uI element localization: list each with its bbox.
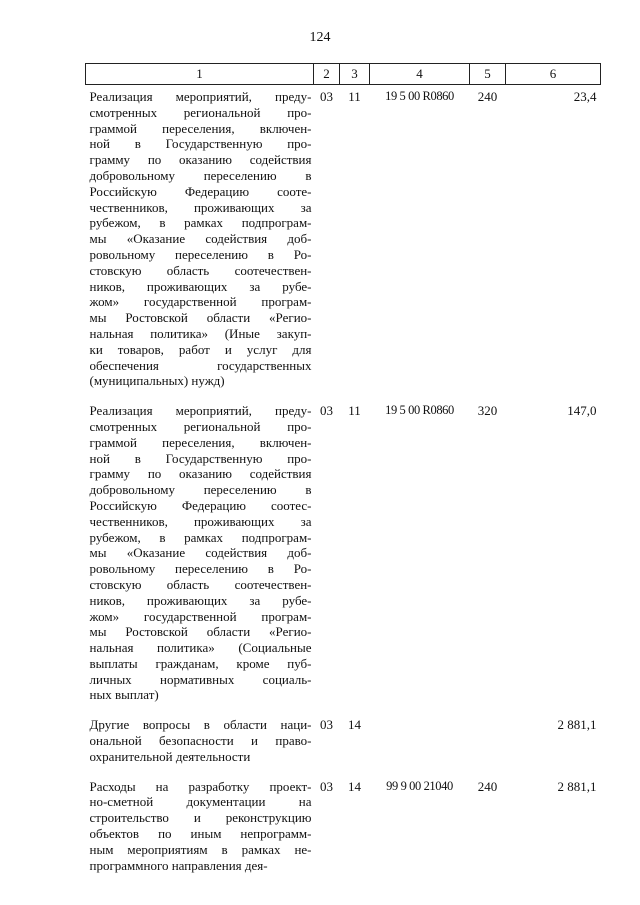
item-name-line: грамму по оказанию содействия xyxy=(89,152,312,168)
item-name-line: мы Ростовской области «Регио- xyxy=(89,310,312,326)
item-name-line: (муниципальных) нужд) xyxy=(89,373,225,389)
page-number: 124 xyxy=(309,30,331,45)
item-name-line: граммой переселения, включен- xyxy=(89,434,312,450)
amount-value: 2 881,1 xyxy=(557,778,597,794)
item-name-line: мы «Оказание содействия доб- xyxy=(89,545,312,561)
item-name-line: жом» государственной програм- xyxy=(89,608,312,624)
target-article-code xyxy=(370,713,470,774)
amount-value: 2 881,1 xyxy=(557,717,597,733)
item-name-line: рубежом, в рамках подпрограм- xyxy=(89,215,312,231)
subsection-code: 14 xyxy=(348,717,361,733)
expense-type-code: 320 xyxy=(477,403,498,419)
item-name-line: Российскую Федерацию соотес- xyxy=(89,497,312,513)
item-name-line: но-сметной документации на xyxy=(89,794,312,810)
expense-item-name xyxy=(86,713,314,774)
target-article-code: 99 9 00 21040 xyxy=(386,778,453,793)
item-name-line: стовскую область соотечествен- xyxy=(89,262,312,278)
item-name-line: ровольному переселению в Ро- xyxy=(89,246,312,262)
subsection-code: 11 xyxy=(348,403,361,419)
item-name-line: добровольному переселению в xyxy=(89,482,312,498)
item-name-line: личных нормативных социаль- xyxy=(89,671,312,687)
column-header: 6 xyxy=(506,64,601,85)
item-name-line: добровольному переселению в xyxy=(89,167,312,183)
item-name-line: ников, проживающих за рубе- xyxy=(89,592,312,608)
column-header: 4 xyxy=(370,64,470,85)
item-name-line: граммой переселения, включен- xyxy=(89,120,312,136)
item-name-line: мы Ростовской области «Регио- xyxy=(89,624,312,640)
table-header-row xyxy=(86,64,601,85)
expense-item-name xyxy=(86,85,314,400)
column-header: 3 xyxy=(340,64,370,85)
item-name-line: мы «Оказание содействия доб- xyxy=(89,231,312,247)
item-name-line: ным мероприятиям в рамках не- xyxy=(89,841,312,857)
subsection-code: 14 xyxy=(348,778,361,794)
table-row xyxy=(86,85,601,400)
expense-item-name xyxy=(86,775,314,884)
item-name-line: обеспечения государственных xyxy=(89,357,312,373)
item-name-line: Реализация мероприятий, преду- xyxy=(89,403,312,419)
expense-type-code: 240 xyxy=(477,778,498,794)
expense-item-name xyxy=(86,399,314,713)
item-name-line: ной в Государственную про- xyxy=(89,136,312,152)
item-name-line: чественников, проживающих за xyxy=(89,513,312,529)
item-name-line: Реализация мероприятий, преду- xyxy=(89,89,312,104)
item-name-line: смотренных региональной про- xyxy=(89,104,312,120)
item-name-line: ников, проживающих за рубе- xyxy=(89,278,312,294)
item-name-line: жом» государственной програм- xyxy=(89,294,312,310)
section-code: 03 xyxy=(320,717,333,733)
item-name-line: строительство и реконструкцию xyxy=(89,810,312,826)
budget-table xyxy=(85,63,601,883)
item-name-line: программного направления дея- xyxy=(89,857,268,873)
item-name-line: нальная политика» (Социальные xyxy=(89,640,312,656)
section-code: 03 xyxy=(320,89,333,104)
target-article-code: 19 5 00 R0860 xyxy=(385,89,454,103)
table-row xyxy=(86,399,601,713)
column-header: 1 xyxy=(86,64,314,85)
item-name-line: охранительной деятельности xyxy=(89,748,251,764)
amount-value: 23,4 xyxy=(573,89,597,104)
subsection-code: 11 xyxy=(348,89,361,104)
item-name-line: Другие вопросы в области наци- xyxy=(89,717,312,733)
expense-type-code xyxy=(470,713,506,774)
table-row xyxy=(86,775,601,884)
section-code: 03 xyxy=(320,403,333,419)
amount-value: 147,0 xyxy=(567,403,597,419)
table-row xyxy=(86,713,601,774)
item-name-line: нальная политика» (Иные закуп- xyxy=(89,325,312,341)
item-name-line: рубежом, в рамках подпрограм- xyxy=(89,529,312,545)
item-name-line: ных выплат) xyxy=(89,687,159,703)
item-name-line: стовскую область соотечествен- xyxy=(89,576,312,592)
expense-type-code: 240 xyxy=(477,89,498,104)
item-name-line: Расходы на разработку проект- xyxy=(89,778,312,794)
item-name-line: ровольному переселению в Ро- xyxy=(89,561,312,577)
item-name-line: ки товаров, работ и услуг для xyxy=(89,341,312,357)
column-header: 2 xyxy=(314,64,340,85)
item-name-line: Российскую Федерацию сооте- xyxy=(89,183,312,199)
item-name-line: ной в Государственную про- xyxy=(89,450,312,466)
target-article-code: 19 5 00 R0860 xyxy=(385,403,454,418)
section-code: 03 xyxy=(320,778,333,794)
item-name-line: чественников, проживающих за xyxy=(89,199,312,215)
column-header: 5 xyxy=(470,64,506,85)
item-name-line: грамму по оказанию содействия xyxy=(89,466,312,482)
item-name-line: объектов по иным непрограмм- xyxy=(89,826,312,842)
item-name-line: ональной безопасности и право- xyxy=(89,733,312,749)
item-name-line: смотренных региональной про- xyxy=(89,418,312,434)
item-name-line: выплаты гражданам, кроме пуб- xyxy=(89,655,312,671)
